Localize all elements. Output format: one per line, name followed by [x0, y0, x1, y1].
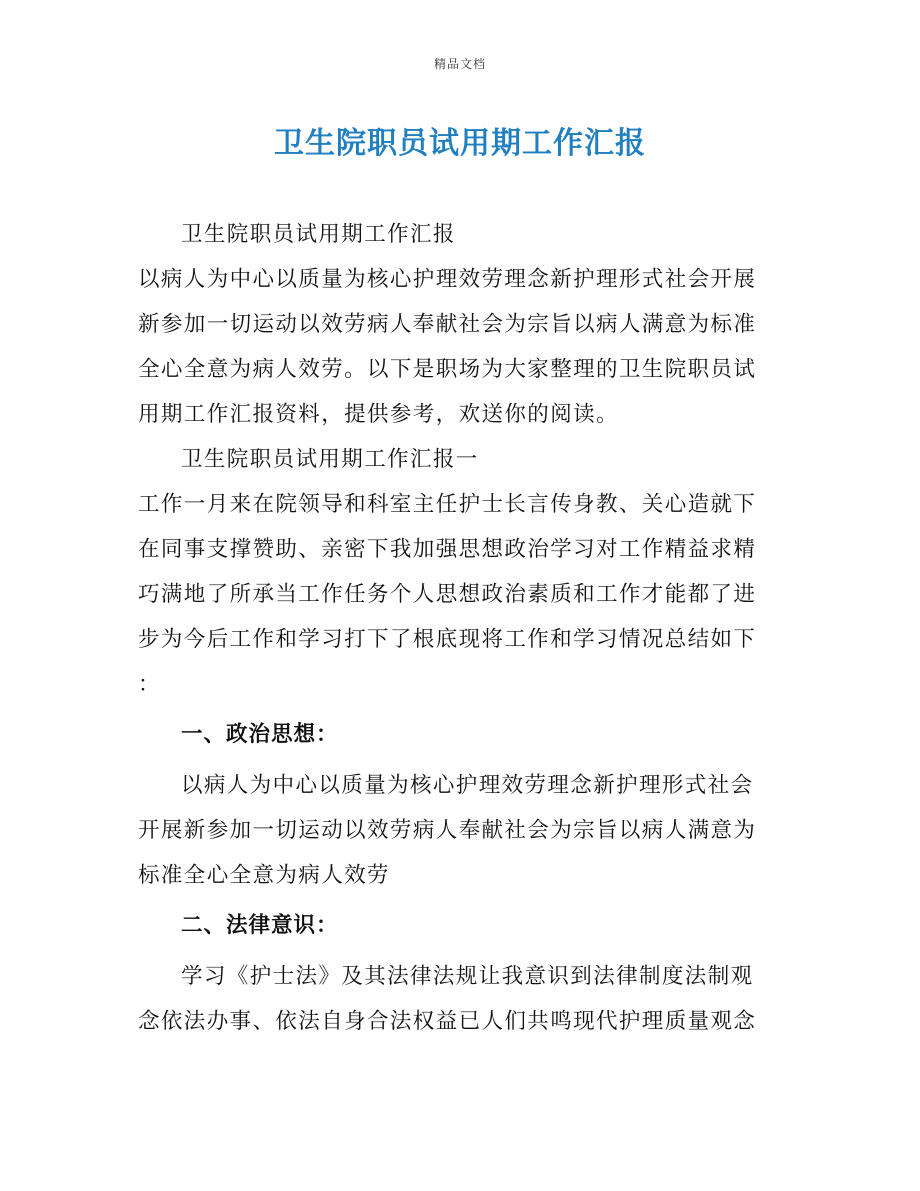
law-line: 学习《护士法》及其法律法规让我意识到法律制度法制观: [181, 964, 754, 989]
intro-line: 新参加一切运动以效劳病人奉献社会为宗旨以病人满意为标准: [138, 312, 757, 337]
part1-heading: 卫生院职员试用期工作汇报一: [181, 447, 479, 472]
part1-line: ：: [138, 672, 161, 697]
intro-line: 用期工作汇报资料，提供参考，欢送你的阅读。: [138, 402, 619, 427]
intro-line: 以病人为中心以质量为核心护理效劳理念新护理形式社会开展: [138, 267, 757, 292]
politics-line: 以病人为中心以质量为核心护理效劳理念新护理形式社会: [181, 773, 754, 798]
intro-heading: 卫生院职员试用期工作汇报: [181, 222, 456, 247]
law-line: 念依法办事、依法自身合法权益已人们共鸣现代护理质量观念: [138, 1009, 757, 1034]
law-heading: 二、法律意识：: [181, 913, 339, 938]
politics-line: 开展新参加一切运动以效劳病人奉献社会为宗旨以病人满意为: [138, 818, 757, 843]
document-body: [138, 212, 788, 1044]
part1-line: 工作一月来在院领导和科室主任护士长言传身教、关心造就下: [138, 492, 757, 517]
header-label: 精品文档: [433, 57, 486, 71]
intro-line: 全心全意为病人效劳。以下是职场为大家整理的卫生院职员试: [138, 357, 757, 382]
politics-heading: 一、政治思想：: [181, 722, 339, 747]
part1-line: 步为今后工作和学习打下了根底现将工作和学习情况总结如下: [138, 627, 757, 652]
politics-line: 标准全心全意为病人效劳: [138, 863, 390, 888]
document-title: 卫生院职员试用期工作汇报: [274, 126, 646, 161]
part1-line: 在同事支撑赞助、亲密下我加强思想政治学习对工作精益求精: [138, 537, 757, 562]
part1-line: 巧满地了所承当工作任务个人思想政治素质和工作才能都了进: [138, 582, 757, 607]
